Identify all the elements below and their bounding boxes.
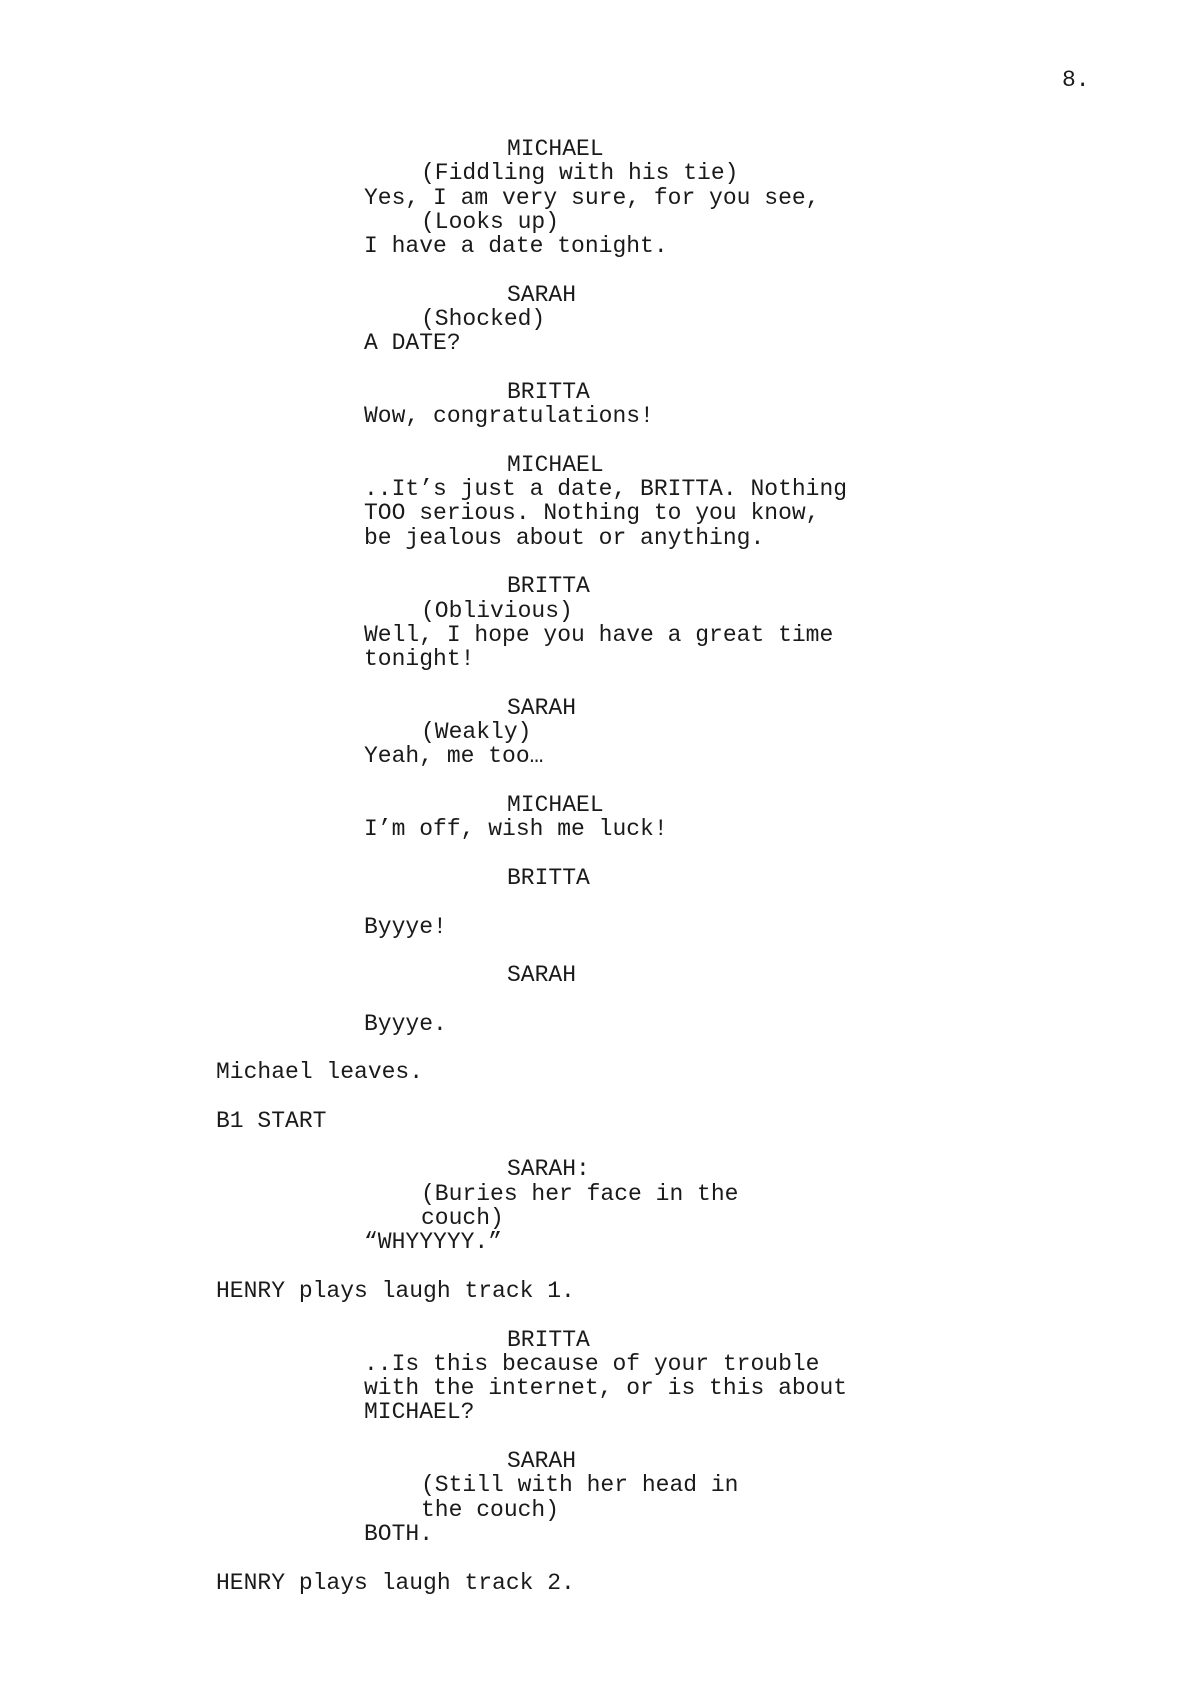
blank-line (0, 890, 1190, 914)
dialogue-line: Yes, I am very sure, for you see, (364, 184, 820, 211)
action-line: HENRY plays laugh track 1. (216, 1277, 575, 1304)
parenthetical: (Shocked) (421, 306, 546, 333)
dialogue-line: MICHAEL? (364, 1399, 475, 1426)
dialogue-line: with the internet, or is this about (364, 1375, 848, 1402)
dialogue-line: Well, I hope you have a great time (364, 621, 834, 648)
blank-line (0, 769, 1190, 793)
blank-line (0, 429, 1190, 453)
character-cue: BRITTA (507, 1326, 590, 1353)
dialogue-line: Yeah, me too… (364, 743, 544, 770)
character-cue: SARAH (507, 281, 577, 308)
blank-line (0, 987, 1190, 1011)
parenthetical: (Fiddling with his tie) (421, 160, 739, 187)
blank-line (0, 672, 1190, 696)
page-number: 8. (1062, 67, 1090, 93)
blank-line (0, 939, 1190, 963)
blank-line (0, 1425, 1190, 1449)
dialogue-line: ..Is this because of your trouble (364, 1350, 820, 1377)
character-cue: SARAH: (507, 1156, 590, 1183)
blank-line (0, 1303, 1190, 1327)
dialogue-line: A DATE? (364, 330, 461, 357)
blank-line (0, 1085, 1190, 1109)
action-line: Michael leaves. (216, 1059, 424, 1086)
dialogue-line: Byyye. (364, 1010, 447, 1037)
blank-line (0, 1133, 1190, 1157)
dialogue-line: Byyye! (364, 913, 447, 940)
dialogue-line: I have a date tonight. (364, 233, 668, 260)
blank-line (0, 1546, 1190, 1570)
character-cue: MICHAEL (507, 792, 604, 819)
script-body (0, 137, 1190, 1595)
dialogue-line: TOO serious. Nothing to you know, (364, 500, 820, 527)
dialogue-line: be jealous about or anything. (364, 524, 765, 551)
action-line: HENRY plays laugh track 2. (216, 1569, 575, 1596)
character-cue: SARAH (507, 694, 577, 721)
parenthetical: (Still with her head in (421, 1472, 739, 1499)
dialogue-line: ..It’s just a date, BRITTA. Nothing (364, 476, 848, 503)
blank-line (0, 842, 1190, 866)
character-cue: SARAH (507, 1448, 577, 1475)
action-line: B1 START (216, 1107, 327, 1134)
dialogue-line: I’m off, wish me luck! (364, 816, 668, 843)
character-cue: SARAH (507, 962, 577, 989)
parenthetical: (Oblivious) (421, 597, 573, 624)
dialogue-line: Wow, congratulations! (364, 403, 654, 430)
character-cue: BRITTA (507, 573, 590, 600)
dialogue-line: BOTH. (364, 1520, 434, 1547)
parenthetical: couch) (421, 1205, 504, 1232)
parenthetical: (Looks up) (421, 208, 560, 235)
parenthetical: the couch) (421, 1496, 560, 1523)
parenthetical: (Weakly) (421, 719, 532, 746)
dialogue-line: “WHYYYYY.” (364, 1229, 503, 1256)
character-cue: BRITTA (507, 864, 590, 891)
blank-line (0, 550, 1190, 574)
parenthetical: (Buries her face in the (421, 1180, 739, 1207)
blank-line (0, 1255, 1190, 1279)
blank-line (0, 258, 1190, 282)
dialogue-line: tonight! (364, 646, 475, 673)
character-cue: MICHAEL (507, 136, 604, 162)
character-cue: MICHAEL (507, 451, 604, 478)
blank-line (0, 356, 1190, 380)
character-cue: BRITTA (507, 378, 590, 405)
blank-line (0, 1036, 1190, 1060)
